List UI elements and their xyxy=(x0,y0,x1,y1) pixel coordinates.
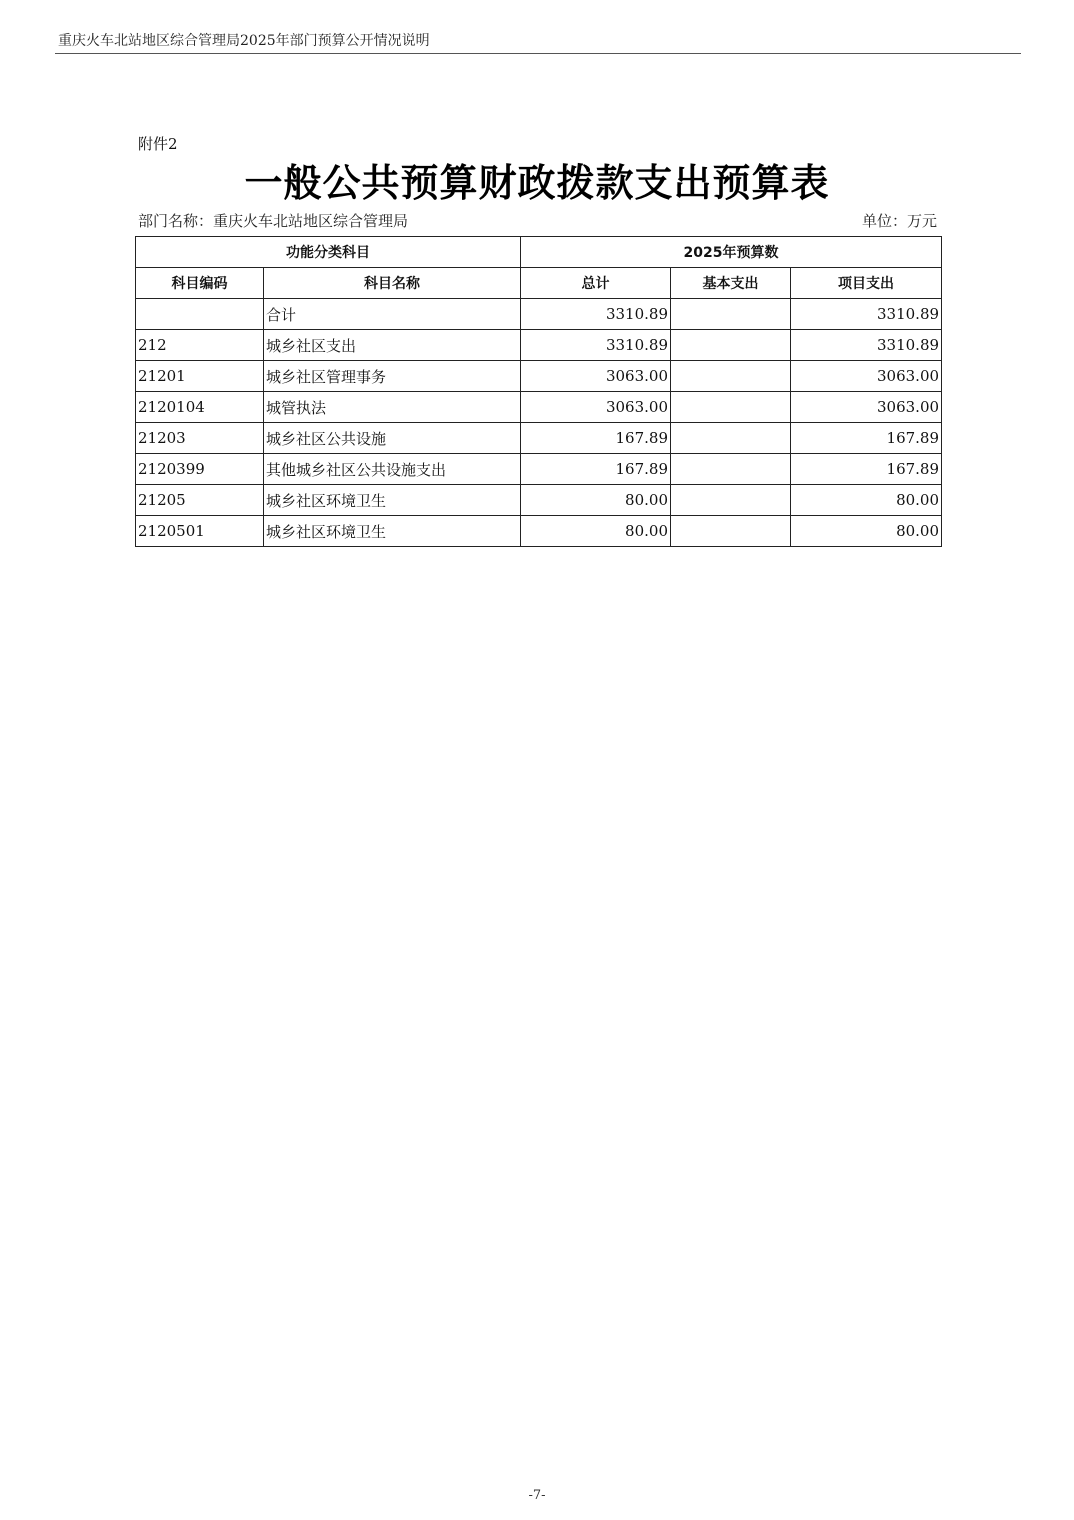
name-cell: 其他城乡社区公共设施支出 xyxy=(264,454,521,485)
page-number: -7- xyxy=(528,1488,546,1503)
project-cell: 3063.00 xyxy=(791,361,942,392)
basic-cell xyxy=(671,299,791,330)
basic-cell xyxy=(671,454,791,485)
name-cell: 城乡社区环境卫生 xyxy=(264,516,521,547)
attachment-label: 附件2 xyxy=(138,135,178,153)
project-cell: 80.00 xyxy=(791,516,942,547)
project-cell: 3310.89 xyxy=(791,299,942,330)
document-title: 一般公共预算财政拨款支出预算表 xyxy=(244,161,830,205)
total-column-header: 总计 xyxy=(521,268,671,299)
group-header-row xyxy=(136,237,942,268)
basic-cell xyxy=(671,330,791,361)
name-cell: 城乡社区支出 xyxy=(264,330,521,361)
total-cell: 167.89 xyxy=(521,454,671,485)
table-row xyxy=(136,299,942,330)
code-cell: 21201 xyxy=(136,361,264,392)
table-row xyxy=(136,454,942,485)
table-row xyxy=(136,330,942,361)
basic-cell xyxy=(671,485,791,516)
code-cell: 21205 xyxy=(136,485,264,516)
name-cell: 城乡社区管理事务 xyxy=(264,361,521,392)
code-column-header: 科目编码 xyxy=(136,268,264,299)
name-cell: 城乡社区环境卫生 xyxy=(264,485,521,516)
column-header-row xyxy=(136,268,942,299)
basic-column-header: 基本支出 xyxy=(671,268,791,299)
name-cell: 城乡社区公共设施 xyxy=(264,423,521,454)
project-cell: 167.89 xyxy=(791,454,942,485)
project-cell: 3063.00 xyxy=(791,392,942,423)
table-row xyxy=(136,392,942,423)
basic-cell xyxy=(671,516,791,547)
basic-cell xyxy=(671,392,791,423)
code-cell: 2120399 xyxy=(136,454,264,485)
table-row xyxy=(136,423,942,454)
table-row xyxy=(136,485,942,516)
project-cell: 167.89 xyxy=(791,423,942,454)
table-row xyxy=(136,516,942,547)
total-cell: 3063.00 xyxy=(521,361,671,392)
total-cell: 80.00 xyxy=(521,516,671,547)
total-cell: 167.89 xyxy=(521,423,671,454)
name-column-header: 科目名称 xyxy=(264,268,521,299)
code-cell: 21203 xyxy=(136,423,264,454)
unit-label: 单位：万元 xyxy=(861,212,937,230)
project-column-header: 项目支出 xyxy=(791,268,942,299)
running-header: 重庆火车北站地区综合管理局2025年部门预算公开情况说明 xyxy=(58,33,430,49)
total-cell: 3063.00 xyxy=(521,392,671,423)
total-cell: 3310.89 xyxy=(521,330,671,361)
total-cell: 80.00 xyxy=(521,485,671,516)
code-cell: 2120104 xyxy=(136,392,264,423)
basic-cell xyxy=(671,423,791,454)
table-row xyxy=(136,361,942,392)
project-cell: 3310.89 xyxy=(791,330,942,361)
department-name: 部门名称：重庆火车北站地区综合管理局 xyxy=(138,212,409,230)
basic-cell xyxy=(671,361,791,392)
code-cell: 2120501 xyxy=(136,516,264,547)
name-cell: 合计 xyxy=(264,299,521,330)
functional-classification-header: 功能分类科目 xyxy=(136,237,521,268)
project-cell: 80.00 xyxy=(791,485,942,516)
total-cell: 3310.89 xyxy=(521,299,671,330)
budget-table xyxy=(135,236,942,547)
budget-2025-header: 2025年预算数 xyxy=(521,237,942,268)
code-cell xyxy=(136,299,264,330)
name-cell: 城管执法 xyxy=(264,392,521,423)
code-cell: 212 xyxy=(136,330,264,361)
header-divider xyxy=(55,53,1021,54)
